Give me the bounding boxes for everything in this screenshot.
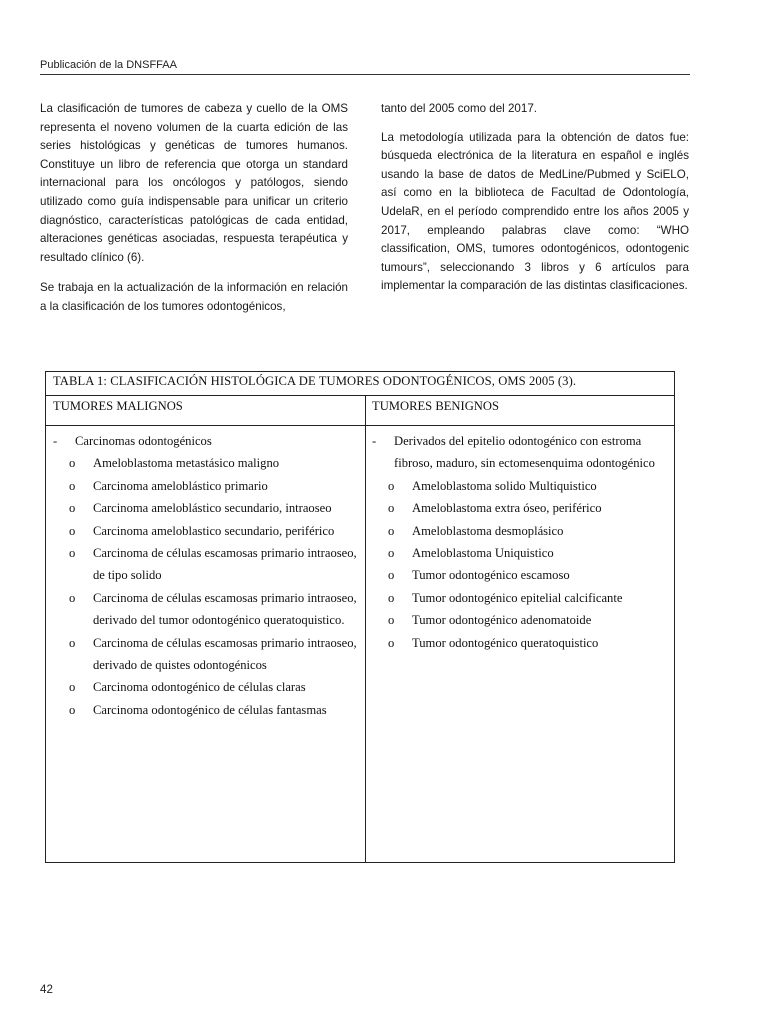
benign-cell (372, 430, 670, 654)
list-item (372, 564, 670, 586)
item-text: Carcinoma de células escamosas primario intraoseo, derivado de quistes odontogénicos (93, 635, 357, 673)
running-header: Publicación de la DNSFFAA (40, 59, 177, 71)
list-item (53, 452, 358, 474)
right-text-column (381, 100, 689, 308)
benign-category (372, 430, 670, 475)
item-text: Ameloblastoma solido Multiquistico (412, 478, 597, 493)
list-item (372, 520, 670, 542)
list-item (53, 676, 358, 698)
bullet-icon: o (388, 546, 395, 561)
list-item (53, 520, 358, 542)
list-item (53, 497, 358, 519)
list-item (53, 699, 358, 721)
bullet-icon: o (388, 523, 395, 538)
item-text: Tumor odontogénico epitelial calcificante (412, 590, 623, 605)
item-text: Tumor odontogénico escamoso (412, 568, 570, 583)
bullet-icon: o (69, 501, 76, 516)
list-item (372, 587, 670, 609)
column-divider (365, 396, 366, 862)
list-item (372, 475, 670, 497)
list-item (372, 609, 670, 631)
item-text: Tumor odontogénico queratoquistico (412, 635, 599, 650)
item-text: Carcinoma ameloblástico primario (93, 478, 268, 493)
bullet-icon: o (69, 456, 76, 471)
paragraph: Se trabaja en la actualización de la información en relación a la clasificación de los tumores odontogénicos, (40, 281, 348, 313)
list-item (53, 587, 358, 632)
bullet-icon: o (69, 523, 76, 538)
malignant-header: TUMORES MALIGNOS (53, 399, 183, 413)
paragraph: tanto del 2005 como del 2017. (381, 102, 537, 115)
item-text: Ameloblastoma desmoplásico (412, 523, 564, 538)
bullet-icon: o (388, 568, 395, 583)
bullet-icon: o (388, 590, 395, 605)
item-text: Tumor odontogénico adenomatoide (412, 613, 592, 628)
bullet-icon: o (69, 478, 76, 493)
bullet-icon: o (69, 702, 76, 717)
malignant-category (53, 430, 358, 452)
item-text: Ameloblastoma Uniquistico (412, 546, 554, 561)
item-text: Carcinoma de células escamosas primario intraoseo, de tipo solido (93, 546, 357, 583)
page-number: 42 (40, 983, 53, 996)
item-text: Ameloblastoma extra óseo, periférico (412, 501, 602, 516)
dash-marker: - (53, 434, 58, 448)
benign-header: TUMORES BENIGNOS (372, 399, 499, 413)
item-text: Carcinoma ameloblástico secundario, intraoseo (93, 501, 332, 516)
bullet-icon: o (388, 501, 395, 516)
bullet-icon: o (69, 635, 76, 650)
bullet-icon: o (69, 680, 76, 695)
header-divider (40, 74, 690, 75)
paragraph: La clasificación de tumores de cabeza y cuello de la OMS representa el noveno volumen de la cuarta edición de las series histológicas y genéticas de tumores humanos. Constituye un libro de referencia que otorga un standard internacional para los oncólogos y patólogos, siendo utilizado como guía indispensable para unificar un criterio diagnóstico, características patológicas de cada entidad, alteraciones genéticas asociadas, respuesta terapéutica y resultado clínico (6). (40, 102, 348, 264)
paragraph: La metodología utilizada para la obtención de datos fue: búsqueda electrónica de la literatura en español e inglés usando la base de datos de MedLine/Pubmed y SciELO, así como en la biblioteca de Facultad de Odontología, UdelaR, en el período comprendido entre los años 2005 y 2017, empleando palabras clave como: “WHO classification, OMS, tumores odontogénicos, odontogenic tumours”, seleccionando 3 libros y 6 artículos para implementar la comparación de las distintas clasificaciones. (381, 130, 689, 293)
list-item (53, 542, 358, 587)
item-text: Carcinoma odontogénico de células claras (93, 680, 306, 695)
list-item (53, 475, 358, 497)
bullet-icon: o (388, 613, 395, 628)
table-caption: TABLA 1: CLASIFICACIÓN HISTOLÓGICA DE TUMORES ODONTOGÉNICOS, OMS 2005 (3). (46, 372, 674, 396)
list-item (372, 542, 670, 564)
item-text: Ameloblastoma metastásico maligno (93, 456, 280, 471)
dash-marker: - (372, 434, 377, 448)
header-row-divider (46, 425, 674, 426)
bullet-icon: o (388, 478, 395, 493)
bullet-icon: o (69, 590, 76, 605)
list-item (53, 632, 358, 677)
list-item (372, 632, 670, 654)
classification-table (45, 371, 675, 863)
category-label: Derivados del epitelio odontogénico con estroma fibroso, maduro, sin ectomesenquima odontogénico (394, 434, 655, 471)
item-text: Carcinoma ameloblastico secundario, periférico (93, 523, 335, 538)
list-item (372, 497, 670, 519)
left-text-column (40, 100, 348, 329)
bullet-icon: o (388, 635, 395, 650)
category-label: Carcinomas odontogénicos (75, 434, 212, 448)
item-text: Carcinoma de células escamosas primario intraoseo, derivado del tumor odontogénico queratoquistico. (93, 590, 357, 628)
item-text: Carcinoma odontogénico de células fantasmas (93, 702, 327, 717)
bullet-icon: o (69, 546, 76, 561)
malignant-cell (53, 430, 358, 721)
